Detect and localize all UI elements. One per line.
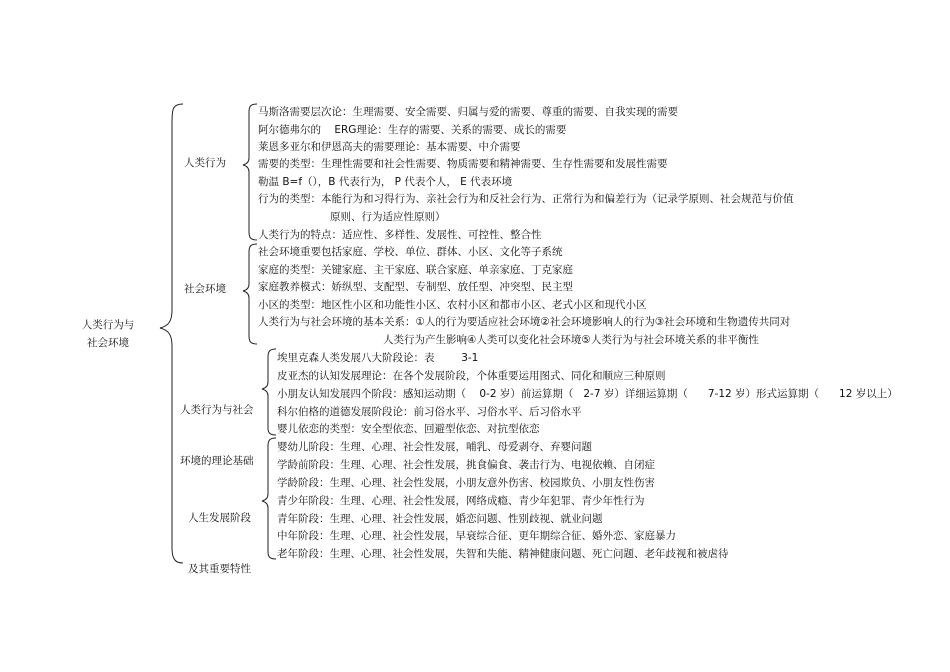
list-item-continuation: 原则、行为适应性原则） xyxy=(330,211,446,223)
list-item: 老年阶段：生理、心理、社会性发展，失智和失能、精神健康问题、死亡问题、老年歧视和被虐待 xyxy=(277,548,729,560)
list-item: 埃里克森人类发展八大阶段论：表 3-1 xyxy=(277,352,479,364)
brace-life-stages xyxy=(262,438,276,559)
brace-social-environment xyxy=(243,244,257,344)
list-item: 青少年阶段：生理、心理、社会性发展，网络成瘾、青少年犯罪、青少年性行为 xyxy=(277,495,645,507)
category-theory-foundation xyxy=(180,368,254,487)
list-item: 家庭的类型：关键家庭、主干家庭、联合家庭、单亲家庭、丁克家庭 xyxy=(258,264,573,276)
list-item: 马斯洛需要层次论：生理需要、安全需要、归属与爱的需要、尊重的需要、自我实现的需要 xyxy=(258,106,678,118)
list-item: 家庭教养模式：娇纵型、支配型、专制型、放任型、冲突型、民主型 xyxy=(258,281,573,293)
list-item: 需要的类型：生理性需要和社会性需要、物质需要和精神需要、生存性需要和发展性需要 xyxy=(258,158,668,170)
category-life-stages xyxy=(188,476,251,595)
list-item: 学龄阶段：生理、心理、社会性发展，小朋友意外伤害、校园欺负、小朋友性伤害 xyxy=(277,477,655,489)
list-item: 行为的类型：本能行为和习得行为、亲社会行为和反社会行为、正常行为和偏差行为（记录学原则、社会规范与价值 xyxy=(258,193,794,205)
list-item: 中年阶段：生理、心理、社会性发展，早衰综合征、更年期综合征、婚外恋、家庭暴力 xyxy=(277,530,676,542)
list-item: 学龄前阶段：生理、心理、社会性发展，挑食偏食、袭击行为、电视依赖、自闭症 xyxy=(277,459,655,471)
list-item: 皮亚杰的认知发展理论：在各个发展阶段，个体重要运用图式、同化和顺应三种原则 xyxy=(277,370,666,382)
main-brace xyxy=(160,104,183,563)
list-item: 莱恩多亚尔和伊恩高夫的需要理论：基本需要、中介需要 xyxy=(258,141,521,153)
root-line-2: 社会环境 xyxy=(87,337,129,349)
list-item: 阿尔德弗尔的 ERG理论：生存的需要、关系的需要、成长的需要 xyxy=(258,124,567,136)
brace-human-behavior xyxy=(243,104,257,240)
list-item: 人类行为的特点：适应性、多样性、发展性、可控性、整合性 xyxy=(258,229,542,241)
list-item: 人类行为与社会环境的基本关系：①人的行为要适应社会环境②社会环境影响人的行为③社会环境和生物遗传共同对 xyxy=(258,316,791,328)
list-item: 社会环境重要包括家庭、学校、单位、群体、小区、文化等子系统 xyxy=(258,246,563,258)
category-social-environment: 社会环境 xyxy=(184,283,226,295)
category-title-line-2: 环境的理论基础 xyxy=(180,455,254,467)
list-item: 小区的类型：地区性小区和功能性小区、农村小区和都市小区、老式小区和现代小区 xyxy=(258,299,647,311)
category-human-behavior: 人类行为 xyxy=(184,157,226,169)
brace-theory-foundation xyxy=(262,349,276,435)
root-node xyxy=(68,316,148,352)
category-title-line-1: 人类行为与社会 xyxy=(180,404,254,416)
list-item-continuation: 人类行为产生影响④人类可以变化社会环境⑤人类行为与社会环境关系的非平衡性 xyxy=(383,334,759,346)
category-title-line-2: 及其重要特性 xyxy=(188,563,251,575)
list-item: 科尔伯格的道德发展阶段论：前习俗水平、习俗水平、后习俗水平 xyxy=(277,406,582,418)
list-item: 婴儿依恋的类型：安全型依恋、回避型依恋、对抗型依恋 xyxy=(277,423,540,435)
root-line-1: 人类行为与 xyxy=(81,319,135,331)
list-item: 婴幼儿阶段：生理、心理、社会性发展，哺乳、母爱剥夺、弃婴问题 xyxy=(277,441,592,453)
list-item: 勒温 B=f（），B 代表行为， P 代表个人， E 代表环境 xyxy=(258,176,513,188)
list-item: 小朋友认知发展四个阶段：感知运动期（ 0-2 岁）前运算期（ 2-7 岁）详细运算期（ 7-12 岁）形式运算期（ 12 岁以上） xyxy=(277,388,898,400)
category-title-line-1: 人生发展阶段 xyxy=(188,512,251,524)
list-item: 青年阶段：生理、心理、社会性发展，婚恋问题、性别歧视、就业问题 xyxy=(277,513,603,525)
